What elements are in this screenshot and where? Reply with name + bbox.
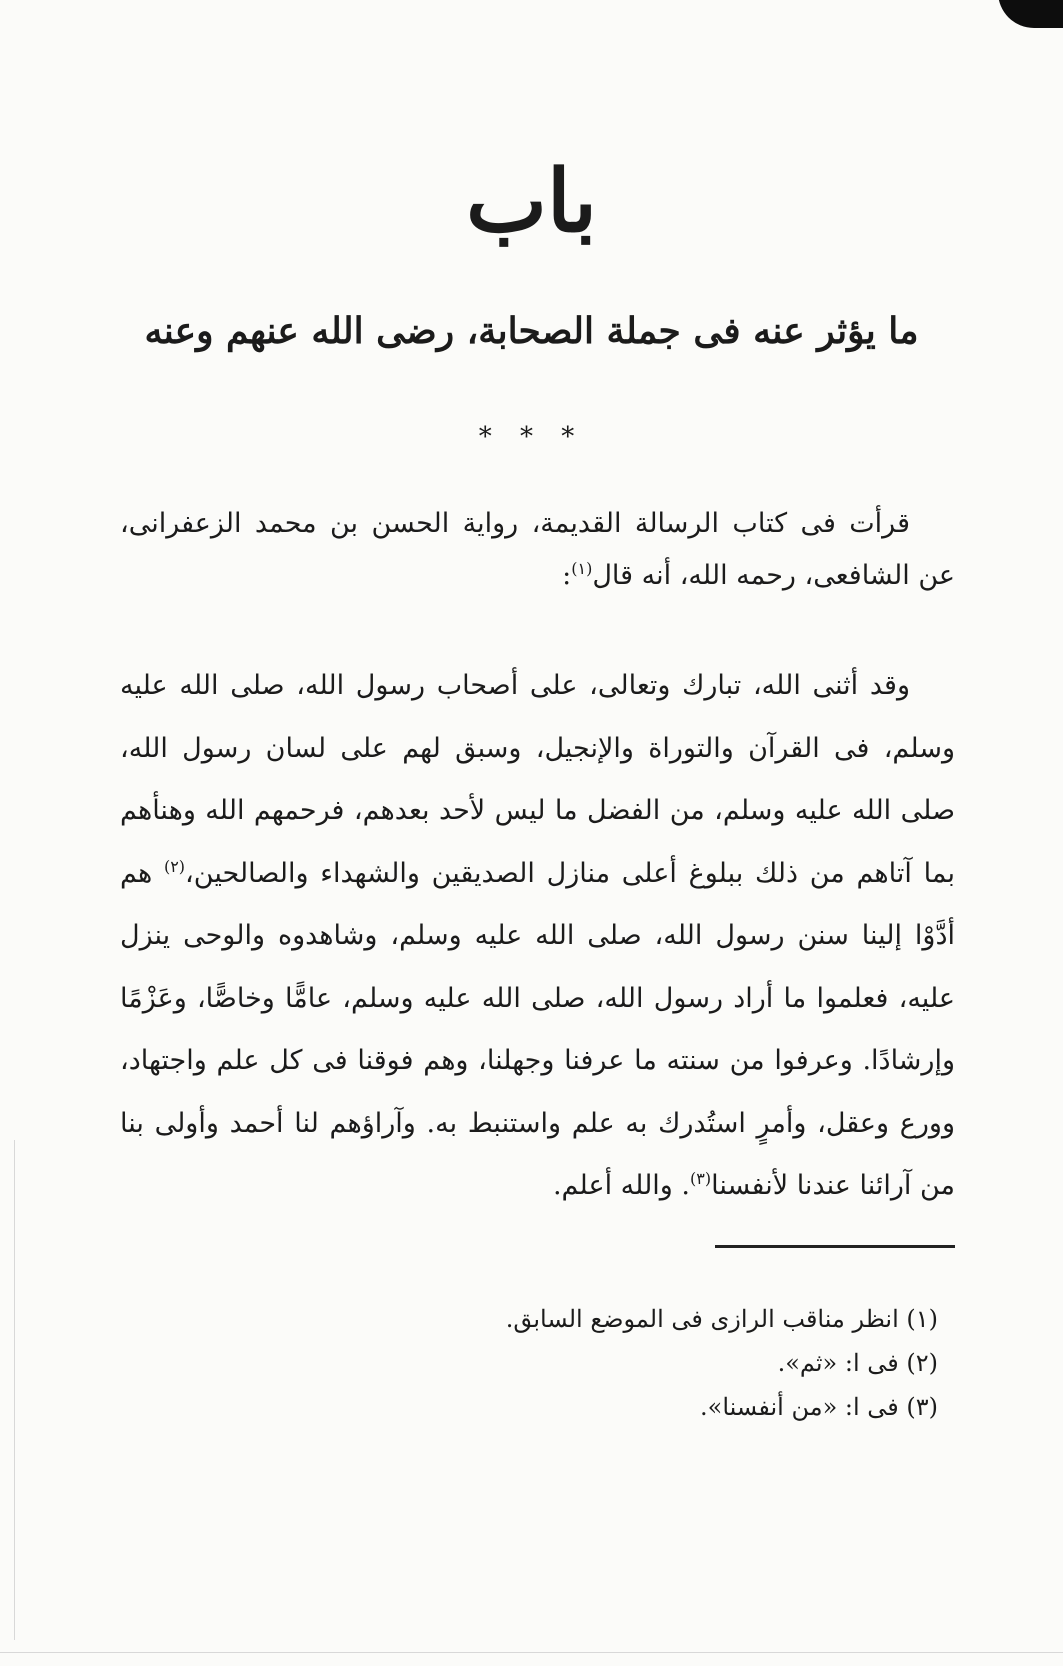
footnote-2: (٢) فى ا: «ثم». [777, 1349, 938, 1377]
footnote-rule [715, 1245, 955, 1248]
footnote-ref-2[interactable]: (٢) [163, 856, 186, 876]
body-part-2: هم أدَّوْا إلينا سنن رسول الله، صلى الله عليه وسلم، وشاهدوه والوحى ينزل عليه، فعلموا ما أراد رسول الله، صلى الله عليه وسلم، عامًّا وخاصًّا، وعَزْمًا وإرشادًا. وعرفوا من سنته ما عرفنا وجهلنا، وهم فوقنا فى كل علم واجتهاد، وورع وعقل، وأمرٍ استُدرك به علم واستنبط به. وآراؤهم لنا أحمد وأولى بنا من آرائنا عندنا لأنفسنا [120, 857, 955, 1201]
footnote-1: (١) انظر مناقب الرازى فى الموضع السابق. [505, 1305, 938, 1333]
ink-blot [998, 0, 1063, 28]
chapter-subtitle: ما يؤثر عنه فى جملة الصحابة، رضى الله عنهم وعنه [144, 310, 919, 352]
footnote-ref-1[interactable]: (١) [571, 559, 593, 578]
body-part-3: . والله أعلم. [552, 1170, 690, 1201]
intro-tail: : [562, 560, 572, 591]
body-paragraph [120, 655, 955, 1218]
footnote-ref-3[interactable]: (٣) [690, 1169, 712, 1188]
intro-text: قرأت فى كتاب الرسالة القديمة، رواية الحسن بن محمد الزعفرانى، عن الشافعى، رحمه الله، أنه قال [120, 508, 955, 591]
bottom-edge-line [0, 1652, 1063, 1653]
chapter-heading: باب [465, 151, 598, 252]
body-part-1: وقد أثنى الله، تبارك وتعالى، على أصحاب رسول الله، صلى الله عليه وسلم، فى القرآن والتوراة والإنجيل، وسبق لهم على لسان رسول الله، صلى الله عليه وسلم، من الفضل ما ليس لأحد بعدهم، فرحمهم الله وهنأهم بما آتاهم من ذلك ببلوغ أعلى منازل الصديقين والشهداء والصالحين، [120, 670, 955, 889]
section-separator: * * * [478, 422, 585, 452]
footnote-3: (٣) فى ا: «من أنفسنا». [700, 1393, 938, 1421]
intro-paragraph [120, 498, 955, 602]
margin-line [14, 1140, 15, 1640]
footnotes [318, 1297, 938, 1429]
